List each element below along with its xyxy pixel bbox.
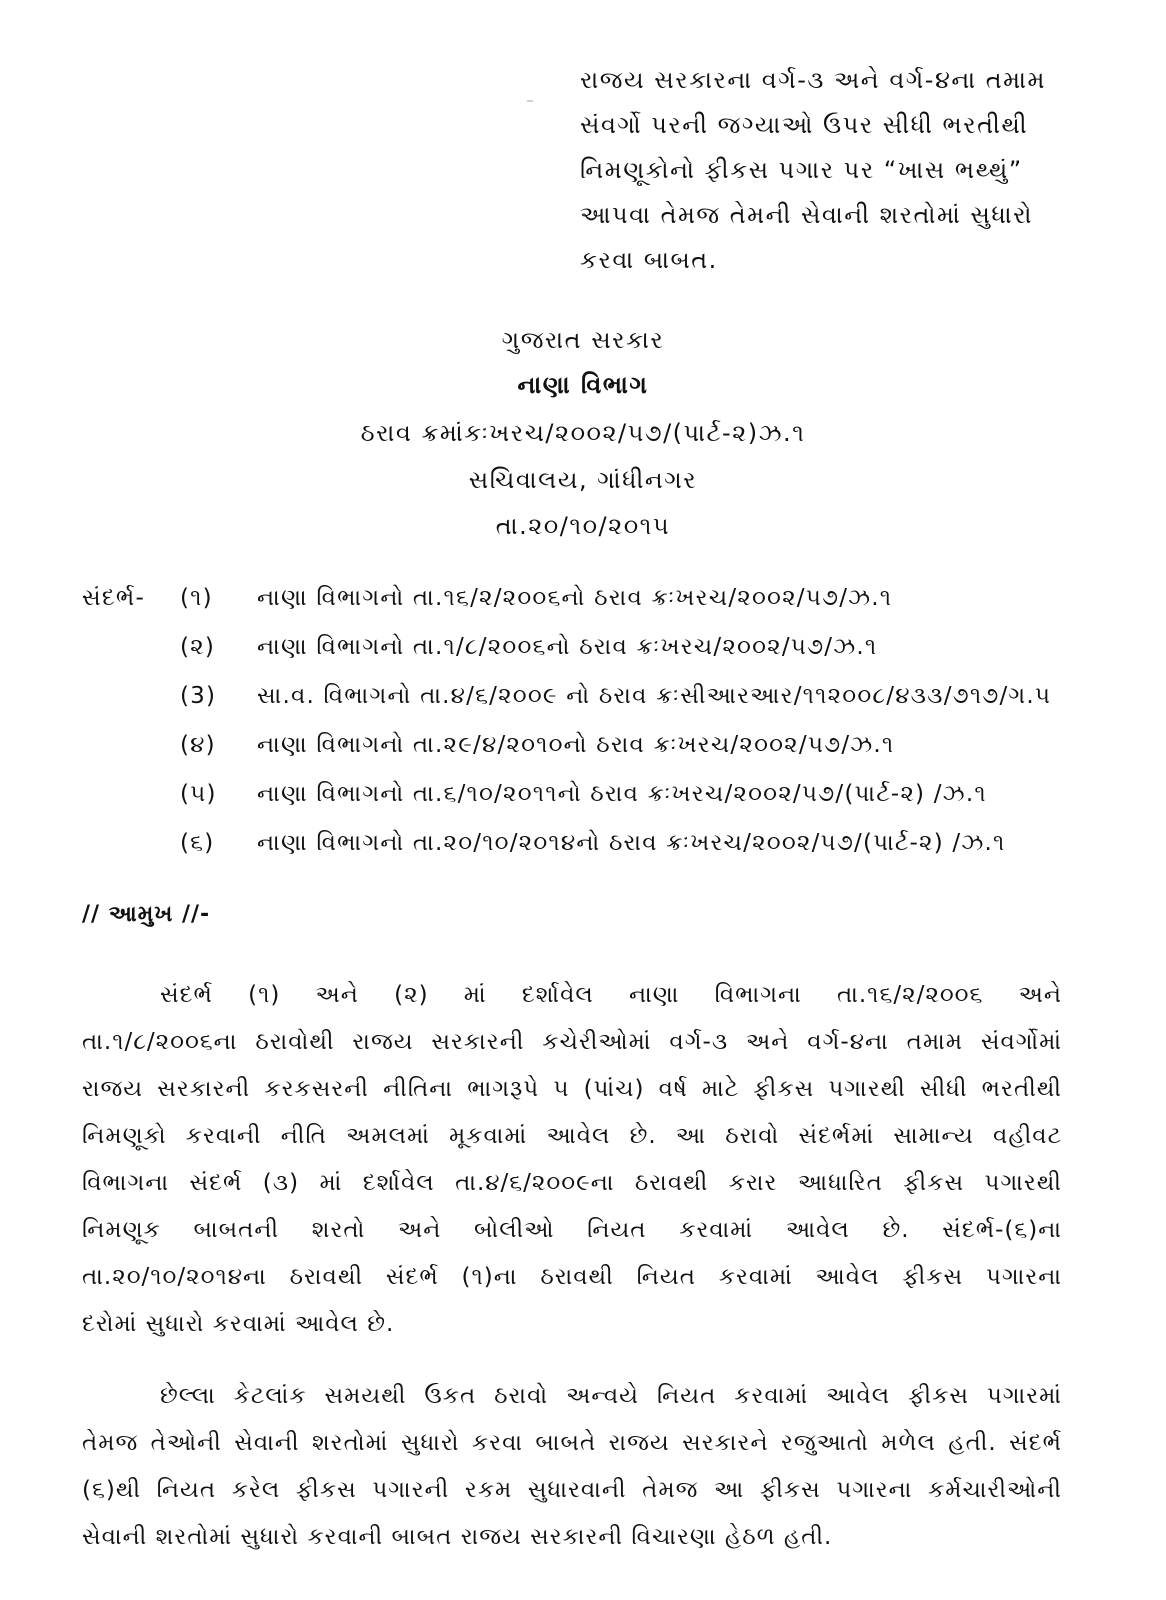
paragraph-line: વિભાગના સંદર્ભ (૩) માં દર્શાવેલ તા.૪/૬/૨૦૦૯ના ઠરાવથી કરાર આધારિત ફીકસ પગારથી [82, 1170, 1062, 1196]
government-title: ગુજરાત સરકાર [501, 326, 665, 354]
paragraph-line: છેલ્લા કેટલાંક સમયથી ઉકત ઠરાવો અન્વયે નિયત કરવામાં આવેલ ફીકસ પગારમાં [160, 1383, 1062, 1409]
reference-text: નાણા વિભાગનો તા.૬/૧૦/૨૦૧૧નો ઠરાવ ક્રઃખરચ/૨૦૦૨/૫૭/(પાર્ટ-૨) /ઝ.૧ [257, 781, 987, 807]
references-label: સંદર્ભ- [82, 585, 145, 611]
resolution-number: ઠરાવ ક્રમાંકઃખરચ/૨૦૦૨/૫૭/(પાર્ટ-૨)ઝ.૧ [360, 419, 806, 447]
paragraph-line: તા.૧/૮/૨૦૦૬ના ઠરાવોથી રાજય સરકારની કચેરીઓમાં વર્ગ-૩ અને વર્ગ-૪ના તમામ સંવર્ગોમાં [82, 1029, 1062, 1055]
paragraph-line: સંદર્ભ (૧) અને (૨) માં દર્શાવેલ નાણા વિભાગના તા.૧૬/૨/૨૦૦૬ અને [160, 982, 1062, 1008]
preamble-heading: // આમુખ //- [82, 902, 211, 927]
reference-text: નાણા વિભાગનો તા.૧/૮/૨૦૦૬નો ઠરાવ ક્રઃખરચ/૨૦૦૨/૫૭/ઝ.૧ [257, 634, 878, 660]
reference-number: (૫) [180, 781, 217, 807]
paragraph-line: તેમજ તેઓની સેવાની શરતોમાં સુધારો કરવા બાબતે રાજય સરકારને રજુઆતો મળેલ હતી. સંદર્ભ [82, 1430, 1062, 1456]
scan-speck [527, 100, 533, 102]
paragraph-line: સેવાની શરતોમાં સુધારો કરવાની બાબત રાજય સરકારની વિચારણા હેઠળ હતી. [82, 1524, 833, 1550]
reference-number: (૬) [180, 830, 215, 856]
paragraph-line: (૬)થી નિયત કરેલ ફીકસ પગારની રકમ સુધારવાની તેમજ આ ફીકસ પગારના કર્મચારીઓની [82, 1477, 1062, 1503]
paragraph-line: દરોમાં સુધારો કરવામાં આવેલ છે. [82, 1311, 395, 1337]
reference-number: (૪) [180, 732, 216, 758]
paragraph-1 [82, 972, 1062, 1348]
reference-number: (3) [180, 683, 217, 709]
paragraph-line: તા.૨૦/૧૦/૨૦૧૪ના ઠરાવથી સંદર્ભ (૧)ના ઠરાવથી નિયત કરવામાં આવેલ ફીકસ પગારના [82, 1264, 1062, 1290]
reference-number: (૨) [180, 634, 216, 660]
resolution-date: તા.૨૦/૧૦/૨૦૧૫ [495, 512, 671, 540]
reference-text: નાણા વિભાગનો તા.૧૬/૨/૨૦૦૬નો ઠરાવ ક્રઃખરચ/૨૦૦૨/૫૭/ઝ.૧ [257, 585, 893, 611]
reference-text: સા.વ. વિભાગનો તા.૪/૬/૨૦૦૯ નો ઠરાવ ક્રઃસીઆરઆર/૧૧૨૦૦૮/૪૩૩/૭૧૭/ગ.૫ [257, 683, 1052, 709]
reference-text: નાણા વિભાગનો તા.૨૦/૧૦/૨૦૧૪નો ઠરાવ ક્રઃખરચ/૨૦૦૨/૫૭/(પાર્ટ-૨) /ઝ.૧ [257, 830, 1006, 856]
reference-number: (૧) [180, 585, 213, 611]
subject-line: રાજય સરકારના વર્ગ-૩ અને વર્ગ-૪ના તમામ [580, 66, 1046, 94]
subject-line: સંવર્ગો પરની જગ્યાઓ ઉપર સીધી ભરતીથી [580, 111, 1029, 139]
paragraph-2 [82, 1373, 1062, 1561]
department-title: નાણા વિભાગ [517, 371, 649, 399]
subject-line: કરવા બાબત. [580, 246, 718, 274]
issuing-place: સચિવાલય, ગાંધીનગર [468, 466, 698, 494]
paragraph-line: નિમણૂકો કરવાની નીતિ અમલમાં મૂકવામાં આવેલ છે. આ ઠરાવો સંદર્ભમાં સામાન્ય વહીવટ [82, 1123, 1062, 1149]
subject-line: આપવા તેમજ તેમની સેવાની શરતોમાં સુધારો [580, 201, 1034, 229]
reference-text: નાણા વિભાગનો તા.૨૯/૪/૨૦૧૦નો ઠરાવ ક્રઃખરચ/૨૦૦૨/૫૭/ઝ.૧ [257, 732, 895, 758]
paragraph-line: રાજય સરકારની કરકસરની નીતિના ભાગરૂપે ૫ (પાંચ) વર્ષ માટે ફીકસ પગારથી સીધી ભરતીથી [82, 1076, 1062, 1102]
subject-block [580, 58, 1080, 283]
subject-line: નિમણૂકોનો ફીકસ પગાર પર “ખાસ ભથ્થું” [580, 156, 1023, 184]
paragraph-line: નિમણૂક બાબતની શરતો અને બોલીઓ નિયત કરવામાં આવેલ છે. સંદર્ભ-(૬)ના [82, 1217, 1062, 1243]
